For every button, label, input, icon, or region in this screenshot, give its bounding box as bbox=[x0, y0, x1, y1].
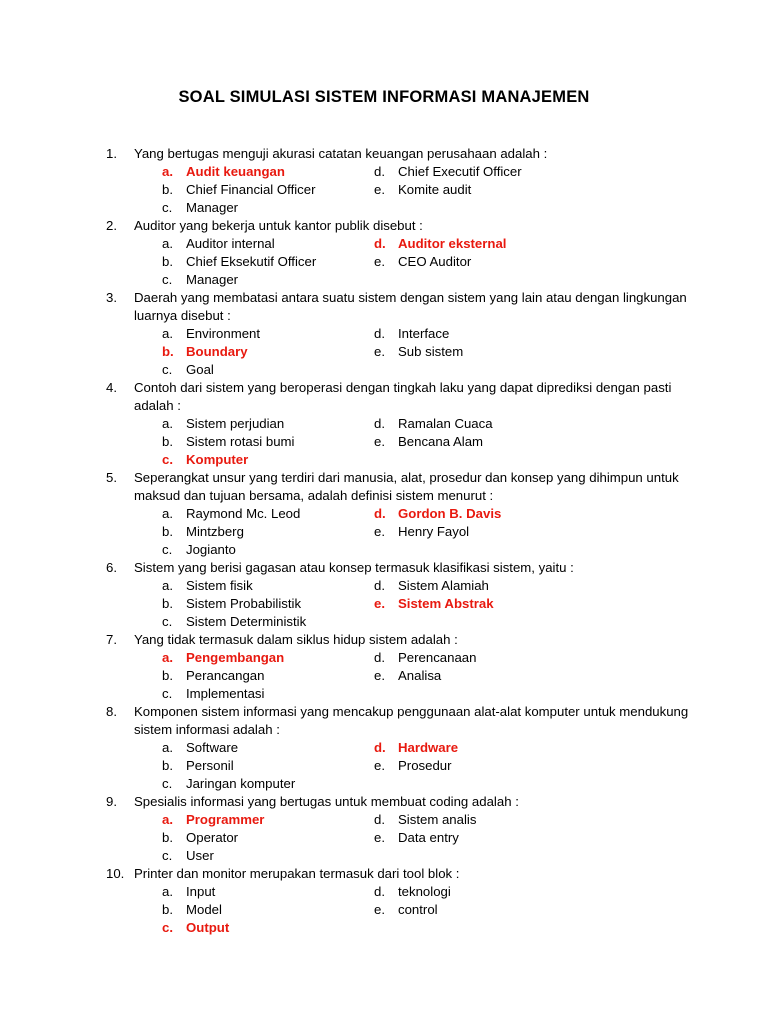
question-number: 1. bbox=[106, 146, 117, 161]
option-grid bbox=[134, 811, 708, 865]
option-value: Sistem Probabilistik bbox=[186, 596, 302, 611]
option-c[interactable] bbox=[134, 775, 346, 793]
option-value: Chief Executif Officer bbox=[398, 164, 522, 179]
question-text: Seperangkat unsur yang terdiri dari manusia, alat, prosedur dan konsep yang dihimpun untuk maksud dan tujuan bersama, adalah definisi sistem menurut : bbox=[134, 470, 679, 503]
option-c[interactable] bbox=[134, 919, 346, 937]
question-body bbox=[134, 793, 708, 865]
option-grid bbox=[134, 163, 708, 217]
question-body bbox=[134, 289, 708, 379]
question-number: 5. bbox=[106, 470, 117, 485]
option-label: e. bbox=[374, 254, 385, 269]
option-label: a. bbox=[162, 416, 173, 431]
option-label: e. bbox=[374, 668, 385, 683]
question-item bbox=[106, 703, 708, 793]
option-grid bbox=[134, 577, 708, 631]
option-value: Goal bbox=[186, 362, 214, 377]
question-number: 9. bbox=[106, 794, 117, 809]
option-value: Sistem rotasi bumi bbox=[186, 434, 295, 449]
question-text: Spesialis informasi yang bertugas untuk membuat coding adalah : bbox=[134, 794, 519, 809]
option-value: Model bbox=[186, 902, 222, 917]
question-text: Daerah yang membatasi antara suatu sistem dengan sistem yang lain atau dengan lingkungan luarnya disebut : bbox=[134, 290, 687, 323]
option-d[interactable] bbox=[346, 325, 708, 343]
option-b[interactable] bbox=[134, 181, 346, 199]
option-e[interactable] bbox=[346, 667, 708, 685]
option-value: Analisa bbox=[398, 668, 442, 683]
option-label: d. bbox=[374, 578, 385, 593]
option-label: a. bbox=[162, 506, 173, 521]
option-label: b. bbox=[162, 902, 173, 917]
question-text: Auditor yang bekerja untuk kantor publik disebut : bbox=[134, 218, 423, 233]
question-text: Komponen sistem informasi yang mencakup penggunaan alat-alat komputer untuk mendukung sistem informasi adalah : bbox=[134, 704, 689, 737]
option-grid bbox=[134, 505, 708, 559]
option-value: Sistem Deterministik bbox=[186, 614, 307, 629]
option-label: b. bbox=[162, 182, 173, 197]
option-empty bbox=[346, 541, 708, 559]
option-label: b. bbox=[162, 254, 173, 269]
option-d[interactable] bbox=[346, 577, 708, 595]
option-value: Perancangan bbox=[186, 668, 265, 683]
option-label: a. bbox=[162, 740, 173, 755]
option-b[interactable] bbox=[134, 523, 346, 541]
option-value: Chief Financial Officer bbox=[186, 182, 316, 197]
question-item bbox=[106, 289, 708, 379]
option-label: c. bbox=[162, 686, 173, 701]
option-value: Data entry bbox=[398, 830, 459, 845]
option-grid bbox=[134, 235, 708, 289]
option-empty bbox=[346, 271, 708, 289]
option-e[interactable] bbox=[346, 433, 708, 451]
option-value: Sistem analis bbox=[398, 812, 477, 827]
option-c[interactable] bbox=[134, 685, 346, 703]
question-item bbox=[106, 631, 708, 703]
question-item bbox=[106, 793, 708, 865]
question-body bbox=[134, 631, 708, 703]
question-number: 3. bbox=[106, 290, 117, 305]
option-c[interactable] bbox=[134, 451, 346, 469]
option-a[interactable] bbox=[134, 163, 346, 181]
question-item bbox=[106, 865, 708, 937]
option-value: CEO Auditor bbox=[398, 254, 472, 269]
option-value: Sistem perjudian bbox=[186, 416, 285, 431]
option-label: c. bbox=[162, 848, 173, 863]
question-number: 2. bbox=[106, 218, 117, 233]
option-value: Input bbox=[186, 884, 216, 899]
option-d[interactable] bbox=[346, 163, 708, 181]
option-a[interactable] bbox=[134, 505, 346, 523]
option-label: e. bbox=[374, 344, 385, 359]
option-value: Bencana Alam bbox=[398, 434, 484, 449]
page-title: SOAL SIMULASI SISTEM INFORMASI MANAJEMEN bbox=[178, 88, 590, 106]
option-e[interactable] bbox=[346, 523, 708, 541]
option-a[interactable] bbox=[134, 577, 346, 595]
question-item bbox=[106, 379, 708, 469]
option-a[interactable] bbox=[134, 325, 346, 343]
option-value: Interface bbox=[398, 326, 450, 341]
option-value: Sistem fisik bbox=[186, 578, 253, 593]
option-label: c. bbox=[162, 920, 173, 935]
option-label: b. bbox=[162, 434, 173, 449]
question-text: Yang tidak termasuk dalam siklus hidup sistem adalah : bbox=[134, 632, 458, 647]
option-e[interactable] bbox=[346, 181, 708, 199]
option-label: d. bbox=[374, 884, 385, 899]
option-empty bbox=[346, 451, 708, 469]
option-value: control bbox=[398, 902, 438, 917]
option-value: Komite audit bbox=[398, 182, 472, 197]
option-value: Perencanaan bbox=[398, 650, 477, 665]
option-value: Boundary bbox=[186, 344, 248, 359]
option-d[interactable] bbox=[346, 739, 708, 757]
question-number: 6. bbox=[106, 560, 117, 575]
question-body bbox=[134, 145, 708, 217]
option-value: Henry Fayol bbox=[398, 524, 470, 539]
option-b[interactable] bbox=[134, 667, 346, 685]
option-value: Sub sistem bbox=[398, 344, 464, 359]
option-grid bbox=[134, 649, 708, 703]
option-empty bbox=[346, 775, 708, 793]
option-value: Prosedur bbox=[398, 758, 452, 773]
option-grid bbox=[134, 883, 708, 937]
option-b[interactable] bbox=[134, 343, 346, 361]
option-value: Auditor eksternal bbox=[398, 236, 507, 251]
option-c[interactable] bbox=[134, 199, 346, 217]
option-c[interactable] bbox=[134, 847, 346, 865]
option-value: Sistem Alamiah bbox=[398, 578, 489, 593]
option-empty bbox=[346, 361, 708, 379]
option-value: Gordon B. Davis bbox=[398, 506, 502, 521]
option-d[interactable] bbox=[346, 415, 708, 433]
option-label: c. bbox=[162, 272, 173, 287]
option-a[interactable] bbox=[134, 739, 346, 757]
option-empty bbox=[346, 199, 708, 217]
option-b[interactable] bbox=[134, 757, 346, 775]
question-body bbox=[134, 559, 708, 631]
option-a[interactable] bbox=[134, 649, 346, 667]
option-d[interactable] bbox=[346, 649, 708, 667]
option-label: b. bbox=[162, 344, 174, 359]
option-label: c. bbox=[162, 362, 173, 377]
question-body bbox=[134, 865, 708, 937]
option-value: Operator bbox=[186, 830, 239, 845]
option-value: Implementasi bbox=[186, 686, 265, 701]
option-value: Hardware bbox=[398, 740, 459, 755]
option-value: Raymond Mc. Leod bbox=[186, 506, 301, 521]
option-value: Programmer bbox=[186, 812, 265, 827]
option-value: Software bbox=[186, 740, 239, 755]
question-item bbox=[106, 469, 708, 559]
option-label: e. bbox=[374, 434, 385, 449]
option-value: Audit keuangan bbox=[186, 164, 285, 179]
option-label: d. bbox=[374, 812, 385, 827]
option-label: e. bbox=[374, 596, 385, 611]
option-label: a. bbox=[162, 578, 173, 593]
option-value: Ramalan Cuaca bbox=[398, 416, 493, 431]
option-e[interactable] bbox=[346, 901, 708, 919]
option-e[interactable] bbox=[346, 343, 708, 361]
option-d[interactable] bbox=[346, 811, 708, 829]
option-c[interactable] bbox=[134, 613, 346, 631]
option-label: c. bbox=[162, 542, 173, 557]
option-grid bbox=[134, 739, 708, 793]
option-e[interactable] bbox=[346, 757, 708, 775]
option-value: Mintzberg bbox=[186, 524, 244, 539]
option-a[interactable] bbox=[134, 811, 346, 829]
option-label: d. bbox=[374, 236, 386, 251]
option-label: a. bbox=[162, 236, 173, 251]
question-text: Contoh dari sistem yang beroperasi dengan tingkah laku yang dapat diprediksi dengan pasti adalah : bbox=[134, 380, 672, 413]
option-label: a. bbox=[162, 650, 173, 665]
option-a[interactable] bbox=[134, 883, 346, 901]
option-label: e. bbox=[374, 524, 385, 539]
option-value: Manager bbox=[186, 200, 239, 215]
option-value: Output bbox=[186, 920, 230, 935]
option-label: b. bbox=[162, 668, 173, 683]
question-item bbox=[106, 145, 708, 217]
option-empty bbox=[346, 847, 708, 865]
option-label: c. bbox=[162, 452, 173, 467]
question-body bbox=[134, 217, 708, 289]
option-label: e. bbox=[374, 758, 385, 773]
option-c[interactable] bbox=[134, 271, 346, 289]
option-label: c. bbox=[162, 776, 173, 791]
option-empty bbox=[346, 919, 708, 937]
option-label: b. bbox=[162, 596, 173, 611]
option-value: Pengembangan bbox=[186, 650, 285, 665]
question-number: 4. bbox=[106, 380, 117, 395]
option-d[interactable] bbox=[346, 883, 708, 901]
option-e[interactable] bbox=[346, 829, 708, 847]
option-empty bbox=[346, 685, 708, 703]
option-grid bbox=[134, 325, 708, 379]
option-label: e. bbox=[374, 830, 385, 845]
option-d[interactable] bbox=[346, 505, 708, 523]
option-label: b. bbox=[162, 524, 173, 539]
option-value: Manager bbox=[186, 272, 239, 287]
option-label: a. bbox=[162, 164, 173, 179]
option-label: b. bbox=[162, 830, 173, 845]
option-grid bbox=[134, 415, 708, 469]
question-text: Printer dan monitor merupakan termasuk dari tool blok : bbox=[134, 866, 460, 881]
option-value: Komputer bbox=[186, 452, 249, 467]
option-label: e. bbox=[374, 902, 385, 917]
option-value: Personil bbox=[186, 758, 234, 773]
option-c[interactable] bbox=[134, 541, 346, 559]
option-label: c. bbox=[162, 200, 173, 215]
question-number: 8. bbox=[106, 704, 117, 719]
option-label: d. bbox=[374, 164, 385, 179]
option-b[interactable] bbox=[134, 253, 346, 271]
option-b[interactable] bbox=[134, 829, 346, 847]
question-body bbox=[134, 703, 708, 793]
question-text: Sistem yang berisi gagasan atau konsep termasuk klasifikasi sistem, yaitu : bbox=[134, 560, 574, 575]
question-body bbox=[134, 469, 708, 559]
option-value: Sistem Abstrak bbox=[398, 596, 494, 611]
option-label: d. bbox=[374, 326, 385, 341]
option-d[interactable] bbox=[346, 235, 708, 253]
option-value: Jaringan komputer bbox=[186, 776, 296, 791]
option-label: c. bbox=[162, 614, 173, 629]
question-item bbox=[106, 217, 708, 289]
option-value: Environment bbox=[186, 326, 261, 341]
option-b[interactable] bbox=[134, 901, 346, 919]
question-body bbox=[134, 379, 708, 469]
option-label: d. bbox=[374, 416, 385, 431]
question-list bbox=[60, 145, 708, 937]
option-label: a. bbox=[162, 884, 173, 899]
option-e[interactable] bbox=[346, 595, 708, 613]
question-number: 7. bbox=[106, 632, 117, 647]
option-label: a. bbox=[162, 326, 173, 341]
option-value: Chief Eksekutif Officer bbox=[186, 254, 317, 269]
option-value: Jogianto bbox=[186, 542, 236, 557]
option-label: d. bbox=[374, 740, 386, 755]
option-label: e. bbox=[374, 182, 385, 197]
option-b[interactable] bbox=[134, 595, 346, 613]
option-label: d. bbox=[374, 506, 386, 521]
option-empty bbox=[346, 613, 708, 631]
option-a[interactable] bbox=[134, 415, 346, 433]
option-c[interactable] bbox=[134, 361, 346, 379]
option-a[interactable] bbox=[134, 235, 346, 253]
option-label: b. bbox=[162, 758, 173, 773]
option-value: Auditor internal bbox=[186, 236, 275, 251]
question-text: Yang bertugas menguji akurasi catatan keuangan perusahaan adalah : bbox=[134, 146, 548, 161]
option-b[interactable] bbox=[134, 433, 346, 451]
option-e[interactable] bbox=[346, 253, 708, 271]
question-number: 10. bbox=[106, 866, 125, 881]
option-label: a. bbox=[162, 812, 173, 827]
option-value: teknologi bbox=[398, 884, 451, 899]
question-item bbox=[106, 559, 708, 631]
option-label: d. bbox=[374, 650, 385, 665]
option-value: User bbox=[186, 848, 214, 863]
